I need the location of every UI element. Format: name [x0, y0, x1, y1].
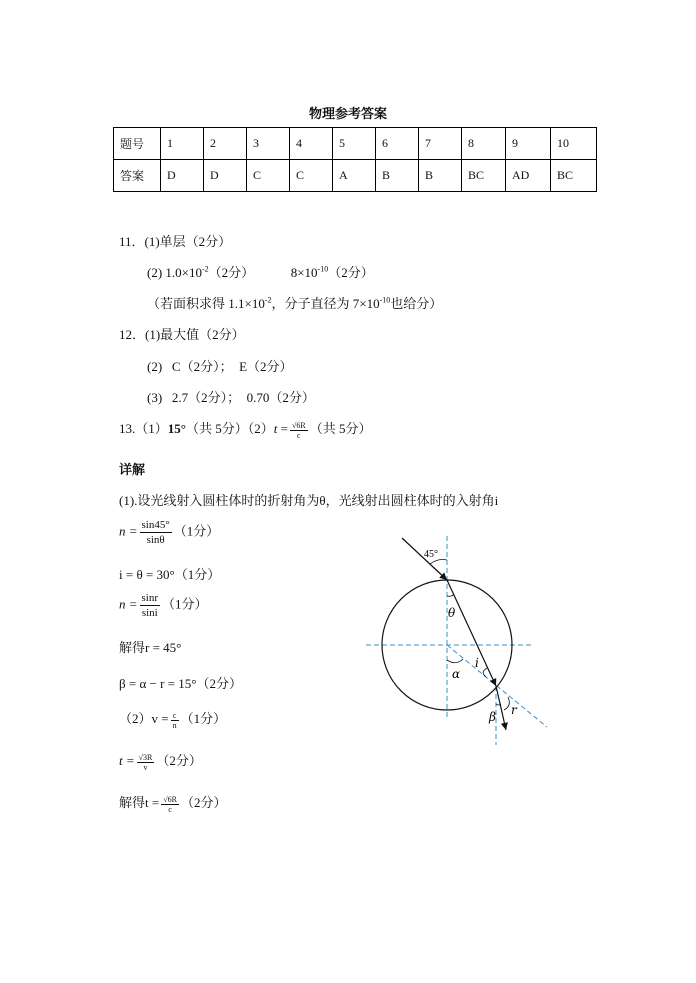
eq1-lhs: n =	[119, 523, 138, 539]
eq6-num: c	[171, 711, 179, 721]
q13-part1: 13.（1）	[119, 421, 168, 436]
answer-cell: C	[247, 160, 290, 192]
eq2: i = θ = 30°（1分）	[119, 567, 221, 582]
label-i: i	[475, 656, 479, 670]
number-cell: 7	[419, 128, 462, 160]
q12-line2: (2) C（2分）； E（2分）	[147, 359, 293, 374]
eq7-den: v	[143, 762, 148, 772]
q13-answer1: 15°	[167, 421, 186, 436]
angle-arc-45	[430, 560, 447, 565]
angle-arc-beta	[496, 704, 501, 705]
q13-frac-den: c	[297, 430, 301, 440]
angle-arc-theta	[447, 594, 454, 596]
q11-exp2: -10	[317, 264, 329, 274]
eq8-num: √6R	[163, 794, 177, 804]
number-cell: 1	[161, 128, 204, 160]
answer-cell: B	[376, 160, 419, 192]
detail-intro: (1).设光线射入圆柱体时的折射角为θ，光线射出圆柱体时的入射角i	[119, 493, 499, 508]
eq3	[119, 591, 208, 620]
eq7-lhs: t =	[119, 753, 135, 768]
label-alpha: α	[452, 667, 461, 681]
answer-cell: C	[290, 160, 333, 192]
answer-cell: B	[419, 160, 462, 192]
eq1-den: sinθ	[146, 534, 165, 546]
answer-cell: AD	[506, 160, 551, 192]
label-theta: θ	[448, 606, 456, 620]
eq5: β = α − r = 15°（2分）	[119, 676, 242, 691]
answer-cell: D	[161, 160, 204, 192]
label-45: 45°	[424, 549, 438, 560]
table-row-numbers	[114, 128, 597, 160]
q11-note-b: ，分子直径为 7×10	[271, 296, 380, 311]
q11-note-exp1: -2	[264, 295, 272, 305]
eq7-num: √3R	[138, 752, 153, 762]
eq6	[119, 708, 226, 730]
q11-line1: 11．(1)单层（2分）	[119, 234, 232, 249]
page-title: 物理参考答案	[308, 107, 387, 122]
label-r: r	[511, 703, 517, 717]
eq1	[119, 518, 219, 547]
q13-fraction	[290, 421, 308, 440]
q13-t: t	[273, 421, 278, 436]
eq1-score: （1分）	[173, 523, 220, 539]
number-cell: 10	[551, 128, 597, 160]
eq6-lhs: （2）v =	[119, 711, 169, 726]
number-cell: 6	[376, 128, 419, 160]
q13-part2: （共 5分）（2）	[185, 421, 274, 436]
number-cell: 5	[333, 128, 376, 160]
q11-value2: 8×10	[290, 265, 318, 280]
q13-frac-num: √6R	[291, 420, 306, 430]
answer-table	[113, 127, 597, 192]
angle-arc-r	[504, 697, 509, 710]
q13-line	[119, 418, 371, 440]
q12-line3: (3) 2.7（2分）； 0.70（2分）	[147, 390, 315, 405]
eq7	[119, 750, 202, 772]
header-label: 题号	[114, 128, 161, 160]
eq3-num: sinr	[141, 592, 159, 604]
number-cell: 2	[204, 128, 247, 160]
eq8-den: c	[168, 804, 172, 814]
answer-cell: BC	[551, 160, 597, 192]
q11-value1: (2) 1.0×10	[147, 265, 202, 280]
eq8-lhs: 解得t =	[119, 795, 160, 810]
answer-cell: A	[333, 160, 376, 192]
number-cell: 4	[290, 128, 333, 160]
eq8-fraction	[161, 795, 179, 814]
number-cell: 3	[247, 128, 290, 160]
q11-score1: （2分）	[208, 265, 255, 280]
q11-note-exp2: -10	[379, 295, 391, 305]
eq3-score: （1分）	[162, 596, 208, 612]
eq6-score: （1分）	[180, 711, 227, 726]
eq3-lhs: n =	[119, 596, 138, 612]
q11-note-a: （若面积求得 1.1×10	[147, 296, 265, 311]
q11-score2: （2分）	[328, 265, 374, 280]
angle-arc-alpha	[447, 659, 463, 663]
answer-label: 答案	[114, 160, 161, 192]
eq4: 解得r = 45°	[119, 640, 182, 655]
eq3-fraction	[140, 591, 161, 620]
q11-line2	[147, 262, 374, 281]
q11-exp1: -2	[202, 264, 209, 274]
q13-eq: =	[280, 421, 288, 436]
answer-cell: D	[204, 160, 247, 192]
eq1-fraction	[140, 518, 172, 547]
detail-heading: 详解	[119, 462, 146, 477]
q13-part3: （共 5分）	[309, 421, 372, 436]
q12-line1: 12．(1)最大值（2分）	[119, 327, 245, 342]
eq6-fraction	[171, 711, 179, 730]
number-cell: 8	[462, 128, 506, 160]
refraction-diagram	[360, 530, 560, 755]
eq8	[119, 792, 226, 814]
eq1-num: sin45°	[141, 519, 170, 531]
eq8-score: （2分）	[180, 795, 227, 810]
table-row-answers	[114, 160, 597, 192]
q11-note-c: 也给分）	[390, 296, 443, 311]
eq6-den: n	[172, 720, 177, 730]
eq3-den: sini	[141, 607, 158, 619]
answer-cell: BC	[462, 160, 506, 192]
eq7-score: （2分）	[156, 753, 202, 768]
q11-line3	[147, 293, 442, 312]
label-beta: β	[489, 710, 496, 724]
angle-arc-i	[483, 668, 487, 677]
eq7-fraction	[137, 753, 155, 772]
number-cell: 9	[506, 128, 551, 160]
